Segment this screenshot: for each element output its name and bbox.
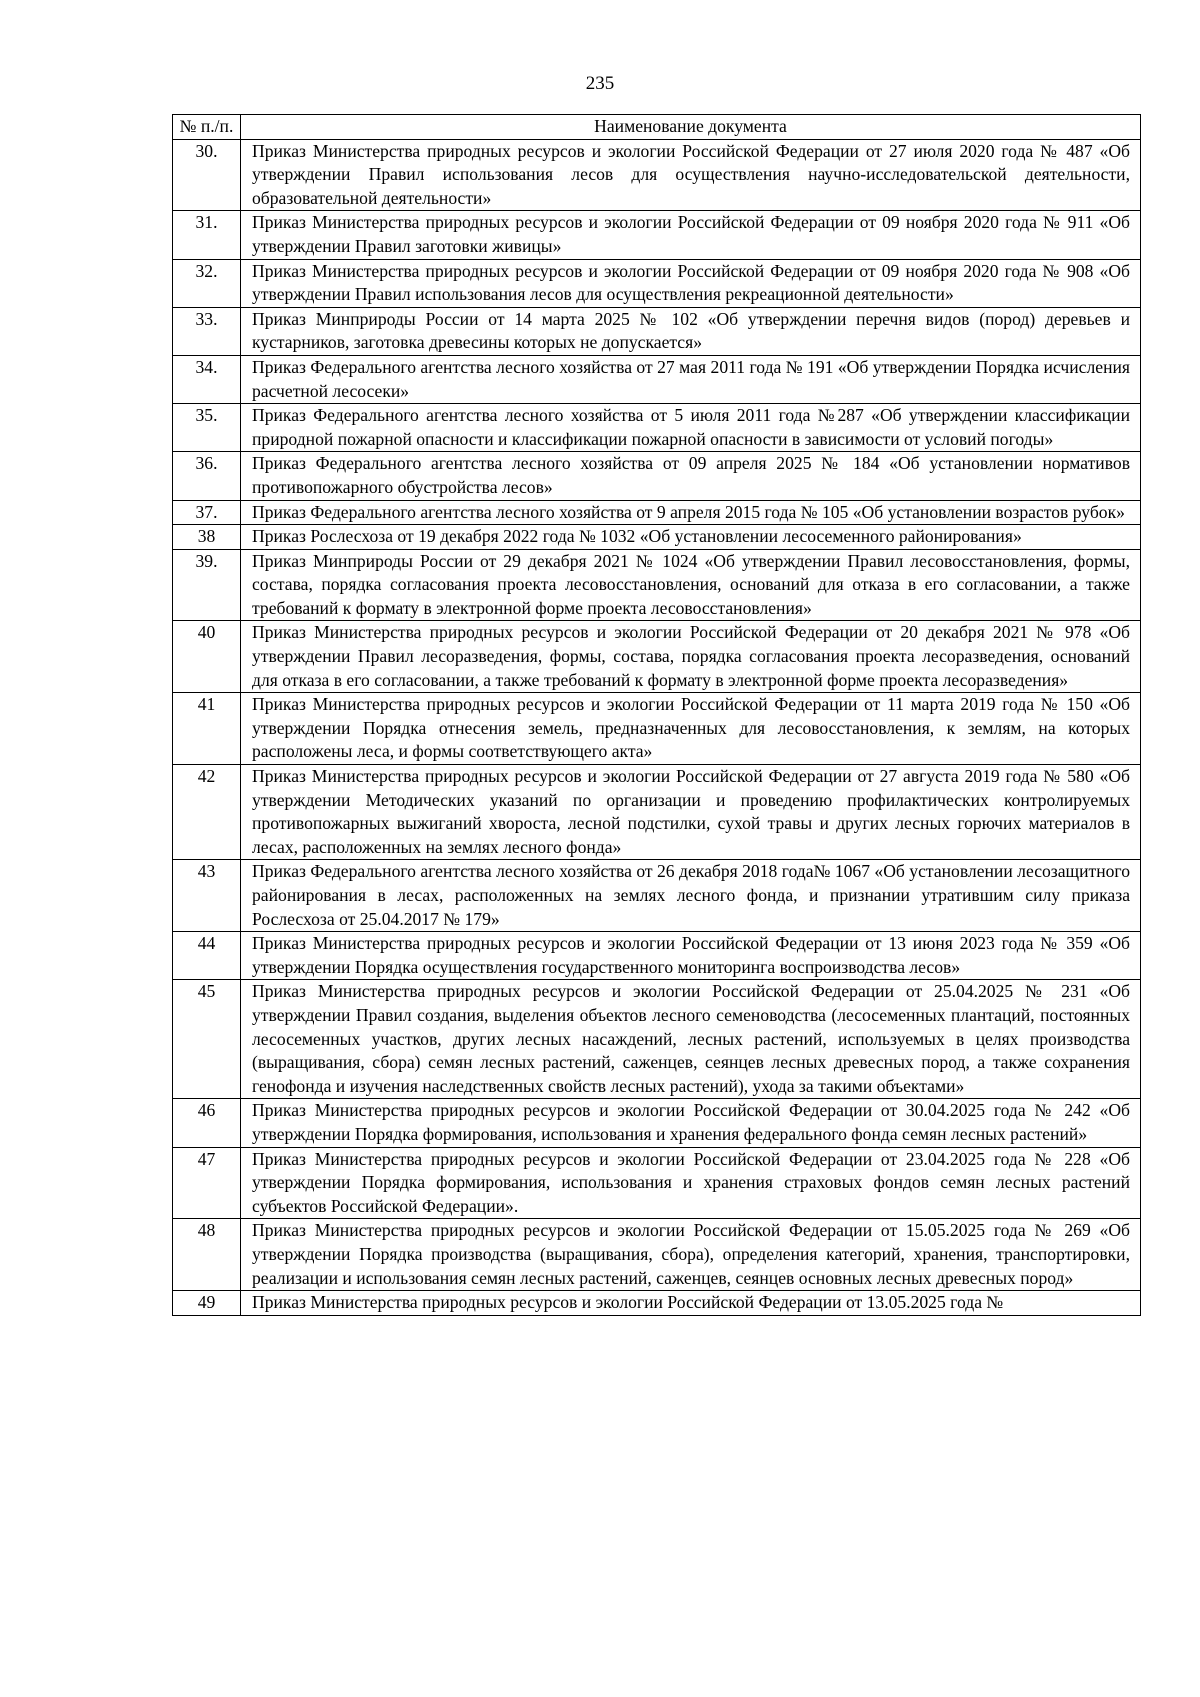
document-name: Приказ Федерального агентства лесного хозяйства от 09 апреля 2025 № 184 «Об установлении нормативов противопожарного обустройства лесов» xyxy=(241,452,1141,500)
table-row xyxy=(173,932,1141,980)
row-number: 49 xyxy=(173,1291,241,1316)
document-name: Приказ Министерства природных ресурсов и экологии Российской Федерации от 13 июня 2023 года № 359 «Об утверждении Порядка осуществления государственного мониторинга воспроизводства лесов» xyxy=(241,932,1141,980)
table-header-row xyxy=(173,115,1141,140)
table-row xyxy=(173,549,1141,621)
table-row xyxy=(173,693,1141,765)
table-row xyxy=(173,307,1141,355)
table-row xyxy=(173,355,1141,403)
table-row xyxy=(173,980,1141,1099)
row-number: 36. xyxy=(173,452,241,500)
table-row xyxy=(173,621,1141,693)
table-row xyxy=(173,1219,1141,1291)
row-number: 33. xyxy=(173,307,241,355)
page-number: 235 xyxy=(585,73,615,94)
table-row xyxy=(173,211,1141,259)
document-name: Приказ Минприроды России от 14 марта 2025 № 102 «Об утверждении перечня видов (пород) деревьев и кустарников, заготовка древесины которых не допускается» xyxy=(241,307,1141,355)
table-row xyxy=(173,404,1141,452)
row-number: 39. xyxy=(173,549,241,621)
row-number: 34. xyxy=(173,355,241,403)
document-name: Приказ Министерства природных ресурсов и экологии Российской Федерации от 13.05.2025 года № xyxy=(241,1291,1141,1316)
row-number: 31. xyxy=(173,211,241,259)
table-row xyxy=(173,525,1141,550)
document-name: Приказ Федерального агентства лесного хозяйства от 27 мая 2011 года № 191 «Об утверждении Порядка исчисления расчетной лесосеки» xyxy=(241,355,1141,403)
row-number: 42 xyxy=(173,765,241,860)
document-name: Приказ Федерального агентства лесного хозяйства от 5 июля 2011 года №287 «Об утверждении классификации природной пожарной опасности и классификации пожарной опасности в зависимости от условий погоды» xyxy=(241,404,1141,452)
table-row xyxy=(173,1099,1141,1147)
table-row xyxy=(173,765,1141,860)
row-number: 45 xyxy=(173,980,241,1099)
documents-table xyxy=(172,114,1141,1316)
document-name: Приказ Министерства природных ресурсов и экологии Российской Федерации от 30.04.2025 года № 242 «Об утверждении Порядка формирования, использования и хранения федерального фонда семян лесных растений» xyxy=(241,1099,1141,1147)
document-name: Приказ Министерства природных ресурсов и экологии Российской Федерации от 09 ноября 2020 года № 908 «Об утверждении Правил использования лесов для осуществления рекреационной деятельности» xyxy=(241,259,1141,307)
row-number: 41 xyxy=(173,693,241,765)
document-name: Приказ Федерального агентства лесного хозяйства от 9 апреля 2015 года № 105 «Об установлении возрастов рубок» xyxy=(241,500,1141,525)
row-number: 47 xyxy=(173,1147,241,1219)
document-name: Приказ Министерства природных ресурсов и экологии Российской Федерации от 25.04.2025 № 231 «Об утверждении Правил создания, выделения объектов лесного семеноводства (лесосеменных плантаций, постоянных лесосеменных участков, других лесных насаждений, лесных растений, используемых в целях производства (выращивания, сбора) семян лесных растений, саженцев, сеянцев лесных древесных пород, а также сохранения генофонда и изучения наследственных свойств лесных растений), ухода за такими объектами» xyxy=(241,980,1141,1099)
header-num: № п./п. xyxy=(173,115,241,140)
document-name: Приказ Министерства природных ресурсов и экологии Российской Федерации от 20 декабря 2021 № 978 «Об утверждении Правил лесоразведения, формы, состава, порядка согласования проекта лесоразведения, оснований для отказа в его согласовании, а также требований к формату в электронной форме проекта лесоразведения» xyxy=(241,621,1141,693)
document-name: Приказ Министерства природных ресурсов и экологии Российской Федерации от 27 июля 2020 года № 487 «Об утверждении Правил использования лесов для осуществления научно-исследовательской деятельности, образовательной деятельности» xyxy=(241,139,1141,211)
table-row xyxy=(173,860,1141,932)
row-number: 32. xyxy=(173,259,241,307)
table-body xyxy=(173,139,1141,1315)
table-row xyxy=(173,259,1141,307)
row-number: 46 xyxy=(173,1099,241,1147)
row-number: 40 xyxy=(173,621,241,693)
row-number: 37. xyxy=(173,500,241,525)
document-name: Приказ Министерства природных ресурсов и экологии Российской Федерации от 23.04.2025 года № 228 «Об утверждении Порядка формирования, использования и хранения страховых фондов семян лесных растений субъектов Российской Федерации». xyxy=(241,1147,1141,1219)
table-row xyxy=(173,139,1141,211)
table-row xyxy=(173,1291,1141,1316)
document-name: Приказ Рослесхоза от 19 декабря 2022 года № 1032 «Об установлении лесосеменного районирования» xyxy=(241,525,1141,550)
document-name: Приказ Министерства природных ресурсов и экологии Российской Федерации от 27 августа 2019 года № 580 «Об утверждении Методических указаний по организации и проведению профилактических контролируемых противопожарных выжиганий хвороста, лесной подстилки, сухой травы и других лесных горючих материалов в лесах, расположенных на землях лесного фонда» xyxy=(241,765,1141,860)
row-number: 48 xyxy=(173,1219,241,1291)
document-name: Приказ Федерального агентства лесного хозяйства от 26 декабря 2018 года№ 1067 «Об установлении лесозащитного районирования в лесах, расположенных на землях лесного фонда, и признании утратившим силу приказа Рослесхоза от 25.04.2017 № 179» xyxy=(241,860,1141,932)
document-name: Приказ Министерства природных ресурсов и экологии Российской Федерации от 09 ноября 2020 года № 911 «Об утверждении Правил заготовки живицы» xyxy=(241,211,1141,259)
table-row xyxy=(173,1147,1141,1219)
document-name: Приказ Министерства природных ресурсов и экологии Российской Федерации от 11 марта 2019 года № 150 «Об утверждении Порядка отнесения земель, предназначенных для лесовосстановления, к землям, на которых расположены леса, и формы соответствующего акта» xyxy=(241,693,1141,765)
row-number: 35. xyxy=(173,404,241,452)
document-name: Приказ Минприроды России от 29 декабря 2021 № 1024 «Об утверждении Правил лесовосстановления, формы, состава, порядка согласования проекта лесовосстановления, оснований для отказа в его согласовании, а также требований к формату в электронной форме проекта лесовосстановления» xyxy=(241,549,1141,621)
row-number: 43 xyxy=(173,860,241,932)
row-number: 30. xyxy=(173,139,241,211)
document-name: Приказ Министерства природных ресурсов и экологии Российской Федерации от 15.05.2025 года № 269 «Об утверждении Порядка производства (выращивания, сбора), определения категорий, хранения, транспортировки, реализации и использования семян лесных растений, саженцев, сеянцев основных лесных древесных пород» xyxy=(241,1219,1141,1291)
table-row xyxy=(173,500,1141,525)
header-name: Наименование документа xyxy=(241,115,1141,140)
row-number: 38 xyxy=(173,525,241,550)
table-row xyxy=(173,452,1141,500)
row-number: 44 xyxy=(173,932,241,980)
